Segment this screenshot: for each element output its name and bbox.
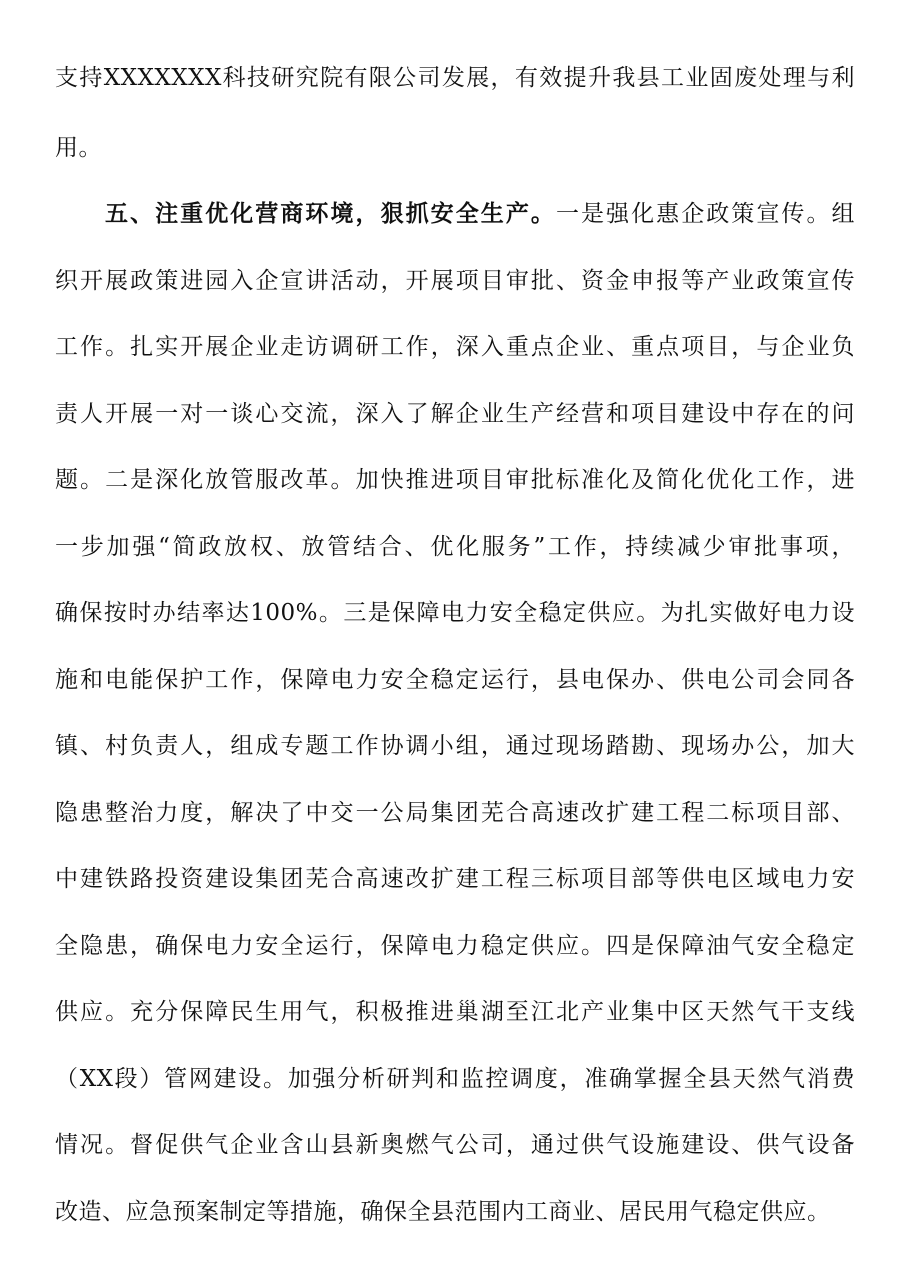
section-heading: 五、注重优化营商环境，狠抓安全生产。 [105,200,556,227]
text-line: 题。二是深化放管服改革。加快推进项目审批标准化及简化优化工作，进 [55,467,855,493]
text-line: 责人开展一对一谈心交流，深入了解企业生产经营和项目建设中存在的问 [55,401,855,427]
text-span: 一是强化惠企政策宣传。组 [555,201,856,227]
text-line: 一步加强“简政放权、放管结合、优化服务”工作，持续减少审批事项， [55,534,855,560]
text-line: 全隐患，确保电力安全运行，保障电力稳定供应。四是保障油气安全稳定 [55,933,855,959]
text-line: 支持XXXXXXX科技研究院有限公司发展，有效提升我县工业固废处理与利 [55,65,855,91]
text-line: 织开展政策进园入企宣讲活动，开展项目审批、资金申报等产业政策宣传 [55,268,855,294]
text-line: 用。 [55,135,102,161]
text-line: 改造、应急预案制定等措施，确保全县范围内工商业、居民用气稳定供应。 [55,1199,831,1225]
text-line: 情况。督促供气企业含山县新奥燃气公司，通过供气设施建设、供气设备 [55,1132,855,1158]
text-line: 隐患整治力度，解决了中交一公局集团芜合高速改扩建工程二标项目部、 [55,800,855,826]
text-line: 工作。扎实开展企业走访调研工作，深入重点企业、重点项目，与企业负 [55,334,855,360]
text-line: 确保按时办结率达100%。三是保障电力安全稳定供应。为扎实做好电力设 [55,600,855,626]
text-line: （XX段）管网建设。加强分析研判和监控调度，准确掌握全县天然气消费 [55,1066,855,1092]
text-line: 供应。充分保障民生用气，积极推进巢湖至江北产业集中区天然气干支线 [55,999,855,1025]
text-line: 中建铁路投资建设集团芜合高速改扩建工程三标项目部等供电区域电力安 [55,866,855,892]
text-line: 施和电能保护工作，保障电力安全稳定运行，县电保办、供电公司会同各 [55,667,855,693]
section-heading-line [105,199,855,229]
text-line: 镇、村负责人，组成专题工作协调小组，通过现场踏勘、现场办公，加大 [55,733,855,759]
